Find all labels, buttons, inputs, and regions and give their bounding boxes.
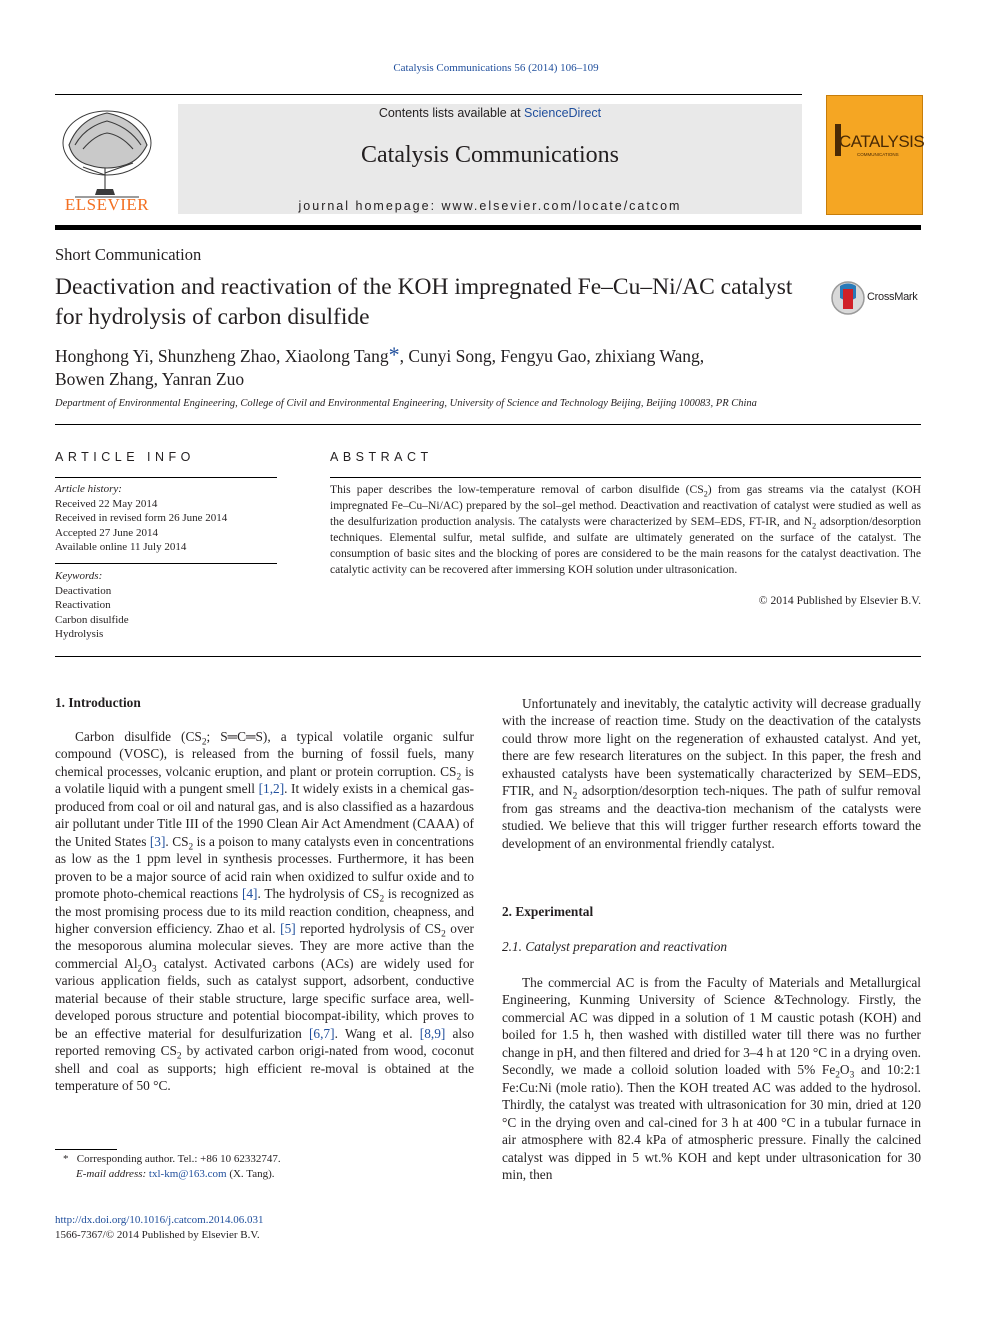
journal-reference[interactable]: Catalysis Communications 56 (2014) 106–109 (393, 62, 599, 74)
abstract-bottom-rule (55, 656, 921, 657)
citation-link[interactable]: [3] (149, 833, 166, 849)
contents-prefix: Contents lists available at (378, 106, 525, 120)
abstract-heading: ABSTRACT (330, 450, 433, 464)
authors-part2: , Cunyi Song, Fengyu Gao, zhixiang Wang, (399, 346, 705, 366)
crossmark-label: CrossMark (867, 291, 918, 303)
email-suffix: (X. Tang). (229, 1168, 275, 1180)
keyword: Deactivation (55, 584, 112, 597)
elsevier-wordmark: ELSEVIER (64, 195, 150, 214)
citation-link[interactable]: [4] (241, 886, 258, 902)
article-history (55, 482, 285, 555)
abstract-copyright: © 2014 Published by Elsevier B.V. (758, 594, 921, 607)
journal-title: Catalysis Communications (361, 142, 619, 168)
keywords (55, 569, 285, 642)
experimental-heading: 2. Experimental (502, 904, 594, 919)
doi-link[interactable]: http://dx.doi.org/10.1016/j.catcom.2014.06.031 (55, 1214, 264, 1226)
introduction-paragraph-2: Unfortunately and inevitably, the catalytic activity will decrease gradually with the increase of reaction time. Study on the deactivation of the catalysts could throw more light on the regeneration of exhausted catalyst. And yet, there are few research literatures on the subject. In this paper, the fresh and exhausted catalysts have been systematically characterized by SEM–EDS, FTIR, and $N_2$ adsorption/desorption tech-niques. The path of sulfur removal from gas streams and the deactiva-tion mechanism of the catalysts were studied. We believe that this will trigger further research efforts toward the development of an environmental friendly catalyst. (502, 696, 922, 851)
email-label: E-mail address: (76, 1168, 147, 1180)
citation-link[interactable]: [5] (280, 920, 296, 936)
issn-line: 1566-7367/© 2014 Published by Elsevier B.V. (55, 1229, 260, 1241)
keyword: Hydrolysis (55, 628, 104, 640)
history-revised: Received in revised form 26 June 2014 (55, 512, 228, 524)
top-rule (55, 94, 802, 95)
authors-line2: Bowen Zhang, Yanran Zuo (55, 369, 245, 389)
cover-title: CATALYSIS (839, 132, 925, 151)
header-rule (55, 225, 921, 230)
history-accepted: Accepted 27 June 2014 (55, 526, 158, 539)
article-info-heading: ARTICLE INFO (55, 450, 195, 464)
citation-link[interactable]: [8,9] (419, 1025, 446, 1041)
contents-line (178, 106, 802, 120)
catalyst-preparation-heading: 2.1. Catalyst preparation and reactivation (502, 939, 728, 954)
citation-link[interactable]: [1,2] (258, 781, 285, 797)
author-list (55, 343, 815, 391)
footnote (55, 1152, 474, 1182)
article-title: Deactivation and reactivation of the KOH impregnated Fe–Cu–Ni/AC catalyst for hydrolysis of carbon disulfide (55, 274, 793, 330)
keyword: Carbon disulfide (55, 613, 129, 626)
experimental-paragraph: The commercial AC is from the Faculty of Materials and Metallurgical Engineering, Kunming University of Science &Technology. Firstly, the commercial AC was dipped in a solution of 1 M caustic potash (KOH) and boiled for 1.5 h, then washed with distilled water till there was no further change in pH, and then filtered and dried for 3–4 h at 120 °C in a drying oven. Secondly, we made a colloid solution loaded with 5% $Fe_2O_3$ and 10:2:1 Fe:Cu:Ni (mole ratio). Then the KOH treated AC was added to the hydrosol. Thirdly, the catalyst was treated with ultrasonication for 30 min, dried at 120 °C in the drying oven and cal-cined for 3 h at 400 °C in a tubular furnace in air atmosphere with 82.4 kPa of atmospheric pressure. Finally the calcined catalyst was dipped in 5 wt.% KOH and kept under ultrasonication for 30 min, then (502, 975, 921, 1182)
article-type: Short Communication (55, 245, 202, 264)
article-info-rule (55, 477, 277, 478)
keyword: Reactivation (55, 599, 111, 611)
history-online: Available online 11 July 2014 (55, 541, 187, 553)
journal-cover (826, 95, 923, 215)
footnote-rule (55, 1149, 117, 1150)
introduction-heading: 1. Introduction (55, 695, 141, 710)
citation-link[interactable]: [6,7] (308, 1025, 335, 1041)
email-link[interactable]: txl-km@163.com (148, 1168, 227, 1180)
history-received: Received 22 May 2014 (55, 497, 158, 510)
keywords-rule (55, 563, 277, 564)
crossmark-icon (830, 280, 866, 316)
affiliation: Department of Environmental Engineering, College of Civil and Environmental Engineering, University of Science and Technology Beijing, Beijing 100083, PR China (55, 398, 757, 409)
abstract-text: This paper describes the low-temperature removal of carbon disulfide $(CS_2)$ from gas streams via the catalyst (KOH impregnated Fe–Cu–Ni/AC) prepared by the sol–gel method. Deactivation and reactivation of catalyst were studied as well as the desulfurization production analysis. The catalysts were characterized by SEM–EDS, FT-IR, and $N_2$ adsorption/desorption techniques. Elemental sulfur, metal sulfide, and sulfate are ultimately generated on the surface of the catalyst. The consumption of basic sites and the blocking of pores are considered to be the main reasons for the catalyst deactivation. The catalytic activity can be recovered after immersing KOH solution under ultrasonication. (330, 483, 921, 576)
history-label: Article history: (55, 483, 122, 495)
crossmark-badge[interactable] (830, 280, 925, 316)
authors-part1: Honghong Yi, Shunzheng Zhao, Xiaolong Tang (55, 346, 389, 366)
affiliation-rule (55, 424, 921, 425)
journal-homepage[interactable]: journal homepage: www.elsevier.com/locate/catcom (298, 199, 682, 213)
page-footer (55, 1213, 474, 1243)
keywords-label: Keywords: (55, 570, 103, 582)
cover-subtitle: COMMUNICATIONS (857, 152, 899, 157)
corresponding-author-note: Corresponding author. Tel.: +86 10 62332747. (76, 1153, 281, 1165)
footnote-mark: * (63, 1153, 69, 1165)
sciencedirect-link[interactable]: ScienceDirect (524, 106, 602, 120)
elsevier-logo (55, 105, 159, 217)
corresponding-author-mark[interactable]: * (388, 342, 400, 367)
abstract-rule (330, 477, 921, 478)
introduction-paragraph: Carbon disulfide ($CS_2$; S═C═S), a typical volatile organic sulfur compound (VOSC), is released from the burning of fossil fuels, many chemical processes, volcanic eruption, and plant or protein corruption. $CS_2$ is a volatile liquid with a pungent smell [1,2]. It widely exists in a chemical gas-produced from coal or oil and natural gas, and is also classified as a hazardous air pollutant under Title III of the 1990 Clean Air Act Amendment (CAAA) of the United States [3]. $CS_2$ is a poison to many catalysts even in concentrations as low as the 1 ppm level in synthesis processes. Furthermore, it has been proven to be a major source of acid rain when oxidized to sulfur oxide and to promote photo-chemical reactions [4]. The hydrolysis of $CS_2$ is recognized as the most promising process due to its mild reaction condition, cheapness, and higher conversion efficiency. Zhao et al. [5] reported hydrolysis of $CS_2$ over the mesoporous alumina molecular sieves. They are more active than the commercial $Al_2O_3$ catalyst. Activated carbons (ACs) are widely used for various application fields, such as catalyst support, adsorbent, conductive material because of their stable structure, large specific surface area, well-developed porous structure and potential biocompat-ibility, which proves to be an effective material for desulfurization [6,7]. Wang et al. [8,9] also reported removing $CS_2$ by activated carbon origi-nated from wood, coconut shell and coal as supports; high efficient re-moval is obtained at the temperature of 50 °C. (55, 729, 475, 1094)
